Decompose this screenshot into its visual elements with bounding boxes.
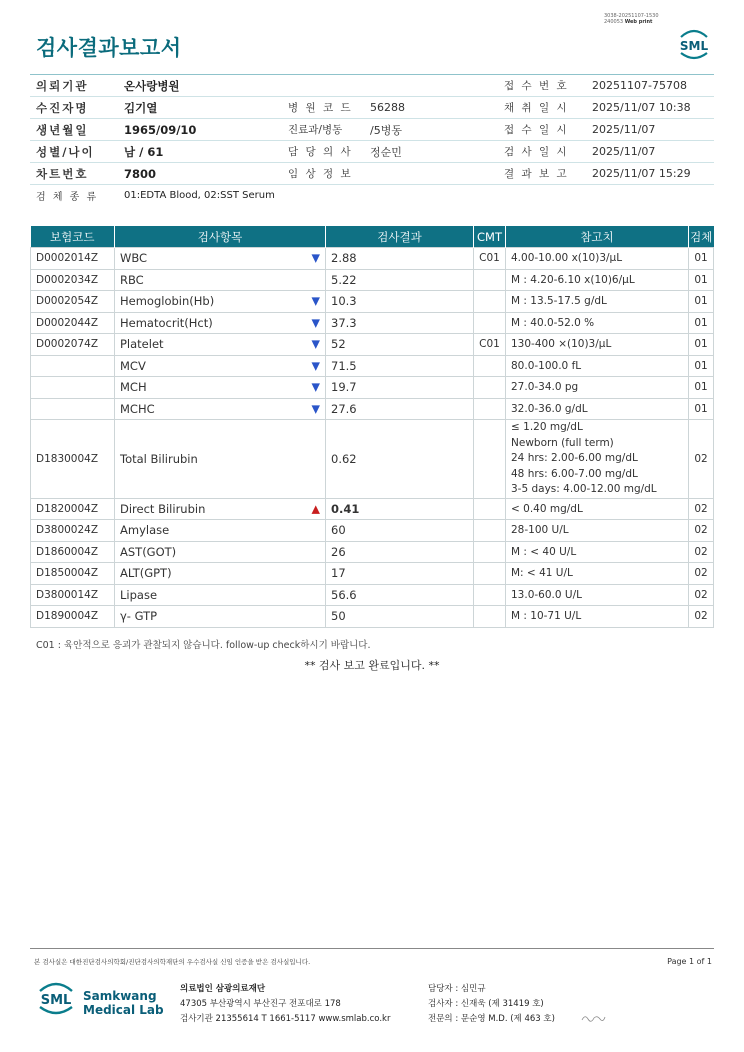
table-row	[31, 584, 714, 606]
cmt-cell	[474, 606, 506, 628]
reference-range-cell: M : 40.0-52.0 %	[506, 312, 689, 334]
specimen-cell: 02	[689, 606, 714, 628]
test-item-cell	[115, 498, 326, 520]
specimen-cell: 02	[689, 498, 714, 520]
page-title: 검사결과보고서	[36, 36, 182, 60]
insurance-code-cell: D3800014Z	[31, 584, 115, 606]
staff-tester: 검사자 : 신재욱 (제 31419 호)	[428, 999, 544, 1009]
brand-line-1: Samkwang	[83, 989, 157, 1003]
col-header-specimen: 검체	[689, 226, 714, 248]
test-item-cell	[115, 584, 326, 606]
test-item-cell	[115, 355, 326, 377]
low-flag-icon: ▼	[311, 337, 320, 351]
test-item-cell	[115, 312, 326, 334]
test-item-name: ALT(GPT)	[120, 566, 172, 581]
table-row	[31, 606, 714, 628]
cmt-cell	[474, 291, 506, 313]
staff-manager: 담당자 : 심민규	[428, 984, 486, 994]
certification-text: 본 검사실은 대한진단검사의학회/진단검사의학재단의 우수검사실 신임 인증을 받은 검사실입니다.	[34, 958, 311, 966]
result-value-cell: 0.62	[326, 420, 474, 499]
table-row	[31, 398, 714, 420]
info-label: 접 수 일 시	[498, 119, 586, 141]
high-flag-icon: ▲	[311, 502, 320, 516]
test-item-name: RBC	[120, 272, 144, 287]
result-value-cell: 19.7	[326, 377, 474, 399]
col-header-cmt: CMT	[474, 226, 506, 248]
test-item-name: AST(GOT)	[120, 544, 177, 559]
reference-line: ≤ 1.20 mg/dL	[511, 421, 583, 433]
table-row	[31, 248, 714, 270]
sml-logo-icon	[675, 27, 713, 61]
test-item-cell	[115, 606, 326, 628]
specimen-cell: 01	[689, 312, 714, 334]
patient-info-table	[30, 74, 714, 206]
cmt-cell	[474, 498, 506, 520]
results-header-row	[31, 226, 714, 248]
info-row	[30, 119, 714, 141]
test-item-name: Hemoglobin(Hb)	[120, 294, 215, 309]
info-value: 1965/09/10	[118, 119, 282, 141]
reference-range-cell: M : 4.20-6.10 x(10)6/μL	[506, 269, 689, 291]
info-value: 온사랑병원	[118, 75, 282, 97]
footer-brand	[83, 989, 164, 1017]
info-value: /5병동	[364, 119, 498, 141]
footer-divider	[30, 948, 714, 949]
test-item-name: MCHC	[120, 401, 155, 416]
info-value: 2025/11/07 10:38	[586, 97, 714, 119]
table-row	[31, 498, 714, 520]
insurance-code-cell	[31, 398, 115, 420]
low-flag-icon: ▼	[311, 402, 320, 416]
info-label: 생년월일	[30, 119, 118, 141]
reference-range-cell: 130-400 ×(10)3/μL	[506, 334, 689, 356]
org-address: 47305 부산광역시 부산진구 전포대로 178	[180, 999, 341, 1009]
reference-range-cell: M : < 40 U/L	[506, 541, 689, 563]
specimen-cell: 01	[689, 334, 714, 356]
svg-text:SML: SML	[679, 39, 709, 53]
cmt-cell	[474, 269, 506, 291]
info-label: 담 당 의 사	[282, 141, 364, 163]
col-header-code: 보험코드	[31, 226, 115, 248]
info-value: 2025/11/07	[586, 141, 714, 163]
footer-organization	[180, 982, 390, 1027]
reference-range-cell: 4.00-10.00 x(10)3/μL	[506, 248, 689, 270]
insurance-code-cell: D0002044Z	[31, 312, 115, 334]
result-value-cell: 10.3	[326, 291, 474, 313]
print-code	[604, 13, 659, 25]
org-contact: 검사기관 21355614 T 1661-5117 www.smlab.co.kr	[180, 1014, 391, 1024]
info-row	[30, 141, 714, 163]
insurance-code-cell: D0002014Z	[31, 248, 115, 270]
specimen-cell: 01	[689, 398, 714, 420]
test-item-cell	[115, 269, 326, 291]
reference-range-cell	[506, 420, 689, 499]
cmt-cell: C01	[474, 248, 506, 270]
info-label: 접 수 번 호	[498, 75, 586, 97]
reference-line: Newborn (full term)	[511, 436, 614, 449]
result-value-cell: 2.88	[326, 248, 474, 270]
brand-line-2: Medical Lab	[83, 1003, 164, 1017]
result-value-cell: 37.3	[326, 312, 474, 334]
reference-range-cell: 13.0-60.0 U/L	[506, 584, 689, 606]
low-flag-icon: ▼	[311, 251, 320, 265]
table-row	[31, 377, 714, 399]
insurance-code-cell: D3800024Z	[31, 520, 115, 542]
specimen-cell: 02	[689, 420, 714, 499]
result-value-cell: 17	[326, 563, 474, 585]
test-item-cell	[115, 520, 326, 542]
reference-range-cell: M: < 41 U/L	[506, 563, 689, 585]
test-item-name: WBC	[120, 251, 148, 266]
insurance-code-cell	[31, 355, 115, 377]
reference-range-cell: 27.0-34.0 pg	[506, 377, 689, 399]
info-label: 성별/나이	[30, 141, 118, 163]
info-value: 2025/11/07 15:29	[586, 163, 714, 185]
info-row	[30, 75, 714, 97]
sml-footer-logo-icon	[36, 980, 76, 1016]
specimen-cell: 01	[689, 355, 714, 377]
test-item-name: Direct Bilirubin	[120, 501, 206, 516]
result-value-cell: 52	[326, 334, 474, 356]
test-item-cell	[115, 377, 326, 399]
cmt-cell	[474, 312, 506, 334]
cmt-cell	[474, 355, 506, 377]
cmt-cell	[474, 563, 506, 585]
info-row	[30, 97, 714, 119]
result-value-cell: 50	[326, 606, 474, 628]
cmt-cell	[474, 377, 506, 399]
cmt-cell	[474, 541, 506, 563]
table-row	[31, 312, 714, 334]
info-value: 김기열	[118, 97, 282, 119]
info-value	[364, 163, 498, 185]
info-label: 수진자명	[30, 97, 118, 119]
low-flag-icon: ▼	[311, 380, 320, 394]
svg-text:SML: SML	[40, 993, 72, 1008]
info-label: 임 상 정 보	[282, 163, 364, 185]
col-header-ref: 참고치	[506, 226, 689, 248]
cmt-cell	[474, 420, 506, 499]
specimen-cell: 01	[689, 291, 714, 313]
table-row	[31, 334, 714, 356]
insurance-code-cell: D1830004Z	[31, 420, 115, 499]
result-value-cell: 0.41	[326, 498, 474, 520]
info-label: 채 취 일 시	[498, 97, 586, 119]
specimen-cell: 02	[689, 520, 714, 542]
org-name: 의료법인 삼광의료재단	[180, 984, 266, 994]
specimen-cell: 01	[689, 269, 714, 291]
reference-range-cell: 28-100 U/L	[506, 520, 689, 542]
insurance-code-cell	[31, 377, 115, 399]
reference-line: 24 hrs: 2.00-6.00 mg/dL	[511, 452, 638, 464]
info-label: 차트번호	[30, 163, 118, 185]
reference-range-cell: 80.0-100.0 fL	[506, 355, 689, 377]
test-item-cell	[115, 398, 326, 420]
info-row	[30, 163, 714, 185]
insurance-code-cell: D0002074Z	[31, 334, 115, 356]
info-row	[30, 185, 714, 207]
result-value-cell: 5.22	[326, 269, 474, 291]
reference-range-cell: 32.0-36.0 g/dL	[506, 398, 689, 420]
test-item-cell	[115, 541, 326, 563]
info-label: 진료과/병동	[282, 119, 364, 141]
table-row	[31, 541, 714, 563]
insurance-code-cell: D1820004Z	[31, 498, 115, 520]
result-value-cell: 56.6	[326, 584, 474, 606]
result-value-cell: 27.6	[326, 398, 474, 420]
result-value-cell: 71.5	[326, 355, 474, 377]
test-item-name: MCH	[120, 380, 147, 395]
reference-line: 48 hrs: 6.00-7.00 mg/dL	[511, 467, 638, 480]
test-item-name: Hematocrit(Hct)	[120, 315, 213, 330]
specimen-cell: 01	[689, 377, 714, 399]
result-value-cell: 60	[326, 520, 474, 542]
specimen-cell: 01	[689, 248, 714, 270]
info-value: 56288	[364, 97, 498, 119]
print-code-line-2: 240053	[604, 19, 624, 25]
test-item-cell	[115, 248, 326, 270]
info-label: 검 체 종 류	[36, 192, 99, 203]
test-item-cell	[115, 563, 326, 585]
test-item-name: Lipase	[120, 587, 158, 602]
table-row	[31, 355, 714, 377]
info-value: 2025/11/07	[586, 119, 714, 141]
insurance-code-cell: D1890004Z	[31, 606, 115, 628]
insurance-code-cell: D1850004Z	[31, 563, 115, 585]
info-label: 병 원 코 드	[282, 97, 364, 119]
info-value: 01:EDTA Blood, 02:SST Serum	[124, 190, 275, 201]
info-value: 7800	[118, 163, 282, 185]
info-label: 의뢰기관	[30, 75, 118, 97]
results-table	[30, 226, 714, 628]
table-row	[31, 269, 714, 291]
insurance-code-cell: D1860004Z	[31, 541, 115, 563]
low-flag-icon: ▼	[311, 359, 320, 373]
specimen-cell: 02	[689, 541, 714, 563]
cmt-cell: C01	[474, 334, 506, 356]
signature-mark	[580, 1012, 606, 1024]
report-complete-message: ** 검사 보고 완료입니다. **	[304, 659, 440, 672]
reference-range-cell: M : 13.5-17.5 g/dL	[506, 291, 689, 313]
reference-line: 3-5 days: 4.00-12.00 mg/dL	[511, 483, 657, 495]
footer-staff	[428, 982, 555, 1027]
low-flag-icon: ▼	[311, 316, 320, 330]
specimen-cell: 02	[689, 584, 714, 606]
test-item-cell	[115, 291, 326, 313]
table-row	[31, 420, 714, 499]
test-item-name: MCV	[120, 358, 146, 373]
col-header-item: 검사항목	[115, 226, 326, 248]
insurance-code-cell: D0002054Z	[31, 291, 115, 313]
result-value-cell: 26	[326, 541, 474, 563]
test-item-cell	[115, 334, 326, 356]
info-value: 정순민	[364, 141, 498, 163]
table-row	[31, 563, 714, 585]
web-print-label: Web print	[624, 19, 653, 25]
low-flag-icon: ▼	[311, 294, 320, 308]
cmt-cell	[474, 584, 506, 606]
col-header-result: 검사결과	[326, 226, 474, 248]
info-value: 20251107-75708	[586, 75, 714, 97]
page-number: Page 1 of 1	[667, 957, 712, 966]
comment-note: C01 : 육안적으로 응괴가 관찰되지 않습니다. follow-up check하시기 바랍니다.	[36, 640, 371, 651]
info-label: 검 사 일 시	[498, 141, 586, 163]
test-item-cell	[115, 420, 326, 499]
cmt-cell	[474, 398, 506, 420]
insurance-code-cell: D0002034Z	[31, 269, 115, 291]
test-item-name: Platelet	[120, 337, 164, 352]
test-item-name: Amylase	[120, 523, 170, 538]
reference-range-cell: < 0.40 mg/dL	[506, 498, 689, 520]
info-label: 결 과 보 고	[498, 163, 586, 185]
cmt-cell	[474, 520, 506, 542]
staff-specialist: 전문의 : 문순영 M.D. (제 463 호)	[428, 1014, 555, 1024]
table-row	[31, 291, 714, 313]
info-value: 남 / 61	[118, 141, 282, 163]
table-row	[31, 520, 714, 542]
print-code-line-1: 3038-20251107-1530	[604, 13, 659, 19]
reference-range-cell: M : 10-71 U/L	[506, 606, 689, 628]
test-item-name: Total Bilirubin	[120, 451, 198, 466]
specimen-cell: 02	[689, 563, 714, 585]
test-item-name: γ- GTP	[120, 609, 158, 624]
